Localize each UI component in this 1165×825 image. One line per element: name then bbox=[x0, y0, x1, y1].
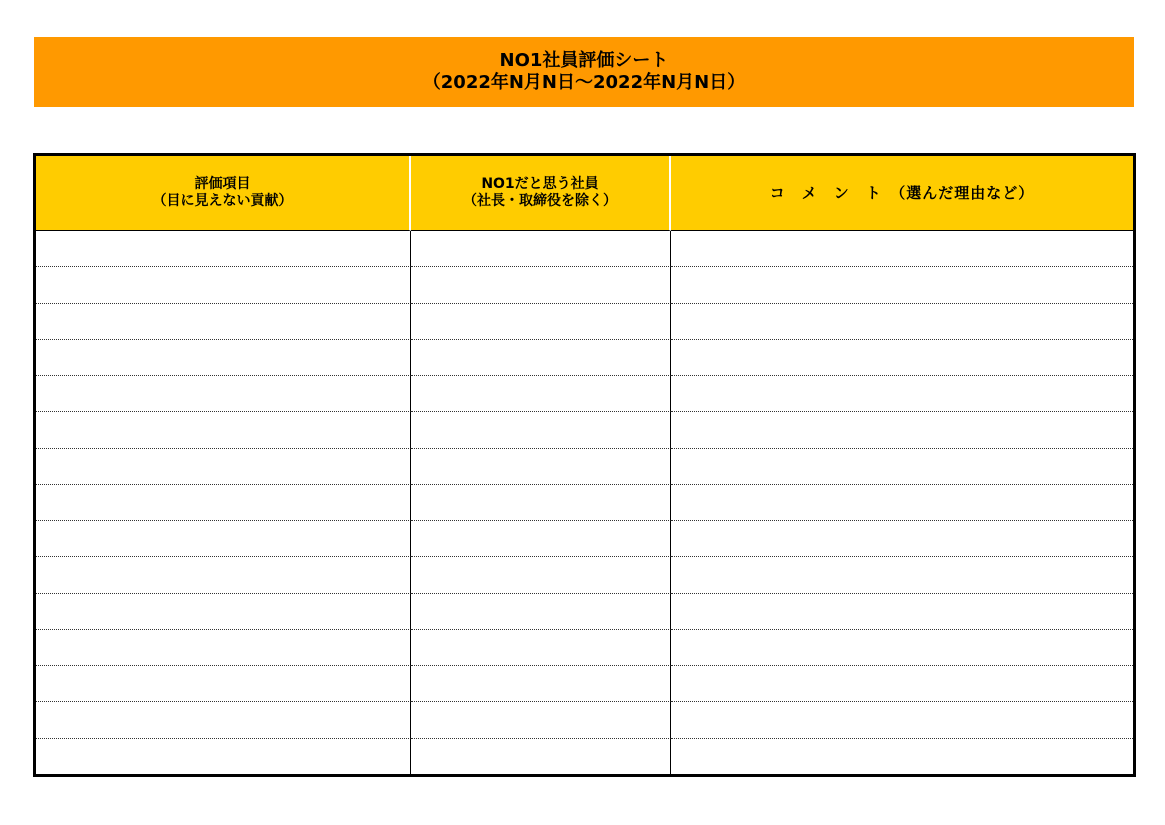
evaluation-item-cell[interactable] bbox=[36, 521, 411, 557]
comment-cell[interactable] bbox=[671, 304, 1133, 340]
employee-name-cell[interactable] bbox=[411, 521, 671, 557]
comment-cell[interactable] bbox=[671, 630, 1133, 666]
employee-name-cell[interactable] bbox=[411, 340, 671, 376]
table-row bbox=[36, 412, 1133, 448]
table-row bbox=[36, 376, 1133, 412]
employee-name-cell[interactable] bbox=[411, 630, 671, 666]
comment-cell[interactable] bbox=[671, 412, 1133, 448]
table-row bbox=[36, 485, 1133, 521]
comment-cell[interactable] bbox=[671, 739, 1133, 774]
evaluation-item-cell[interactable] bbox=[36, 340, 411, 376]
header-no1-employee: NO1だと思う社員 （社長・取締役を除く） bbox=[411, 156, 671, 231]
table-row bbox=[36, 340, 1133, 376]
evaluation-item-cell[interactable] bbox=[36, 557, 411, 593]
comment-cell[interactable] bbox=[671, 594, 1133, 630]
table-body bbox=[36, 231, 1133, 774]
employee-name-cell[interactable] bbox=[411, 594, 671, 630]
header-row bbox=[36, 156, 1133, 231]
table-row bbox=[36, 594, 1133, 630]
employee-name-cell[interactable] bbox=[411, 739, 671, 774]
employee-name-cell[interactable] bbox=[411, 376, 671, 412]
evaluation-item-cell[interactable] bbox=[36, 304, 411, 340]
evaluation-item-cell[interactable] bbox=[36, 412, 411, 448]
evaluation-item-cell[interactable] bbox=[36, 231, 411, 267]
comment-cell[interactable] bbox=[671, 267, 1133, 303]
table-row bbox=[36, 231, 1133, 267]
comment-cell[interactable] bbox=[671, 376, 1133, 412]
table-row bbox=[36, 630, 1133, 666]
table-row bbox=[36, 702, 1133, 738]
evaluation-item-cell[interactable] bbox=[36, 376, 411, 412]
employee-name-cell[interactable] bbox=[411, 304, 671, 340]
evaluation-table bbox=[33, 153, 1136, 777]
header-comment: コ メ ン ト （選んだ理由など） bbox=[671, 156, 1133, 231]
employee-name-cell[interactable] bbox=[411, 412, 671, 448]
employee-name-cell[interactable] bbox=[411, 231, 671, 267]
table-row bbox=[36, 666, 1133, 702]
table-row bbox=[36, 449, 1133, 485]
evaluation-item-cell[interactable] bbox=[36, 485, 411, 521]
comment-cell[interactable] bbox=[671, 485, 1133, 521]
table-row bbox=[36, 739, 1133, 774]
page-title: NO1社員評価シート bbox=[499, 50, 669, 71]
evaluation-item-cell[interactable] bbox=[36, 666, 411, 702]
comment-cell[interactable] bbox=[671, 340, 1133, 376]
table-row bbox=[36, 267, 1133, 303]
table-row bbox=[36, 521, 1133, 557]
title-banner bbox=[34, 37, 1134, 107]
employee-name-cell[interactable] bbox=[411, 449, 671, 485]
comment-cell[interactable] bbox=[671, 231, 1133, 267]
employee-name-cell[interactable] bbox=[411, 557, 671, 593]
evaluation-item-cell[interactable] bbox=[36, 267, 411, 303]
comment-cell[interactable] bbox=[671, 449, 1133, 485]
comment-cell[interactable] bbox=[671, 666, 1133, 702]
comment-cell[interactable] bbox=[671, 557, 1133, 593]
comment-cell[interactable] bbox=[671, 702, 1133, 738]
evaluation-item-cell[interactable] bbox=[36, 739, 411, 774]
header-evaluation-item: 評価項目 （目に見えない貢献） bbox=[36, 156, 411, 231]
employee-name-cell[interactable] bbox=[411, 666, 671, 702]
evaluation-item-cell[interactable] bbox=[36, 594, 411, 630]
evaluation-item-cell[interactable] bbox=[36, 630, 411, 666]
table-row bbox=[36, 557, 1133, 593]
employee-name-cell[interactable] bbox=[411, 485, 671, 521]
table-row bbox=[36, 304, 1133, 340]
date-range: （2022年N月N日～2022年N月N日） bbox=[422, 72, 746, 93]
employee-name-cell[interactable] bbox=[411, 702, 671, 738]
evaluation-item-cell[interactable] bbox=[36, 702, 411, 738]
comment-cell[interactable] bbox=[671, 521, 1133, 557]
employee-name-cell[interactable] bbox=[411, 267, 671, 303]
evaluation-item-cell[interactable] bbox=[36, 449, 411, 485]
